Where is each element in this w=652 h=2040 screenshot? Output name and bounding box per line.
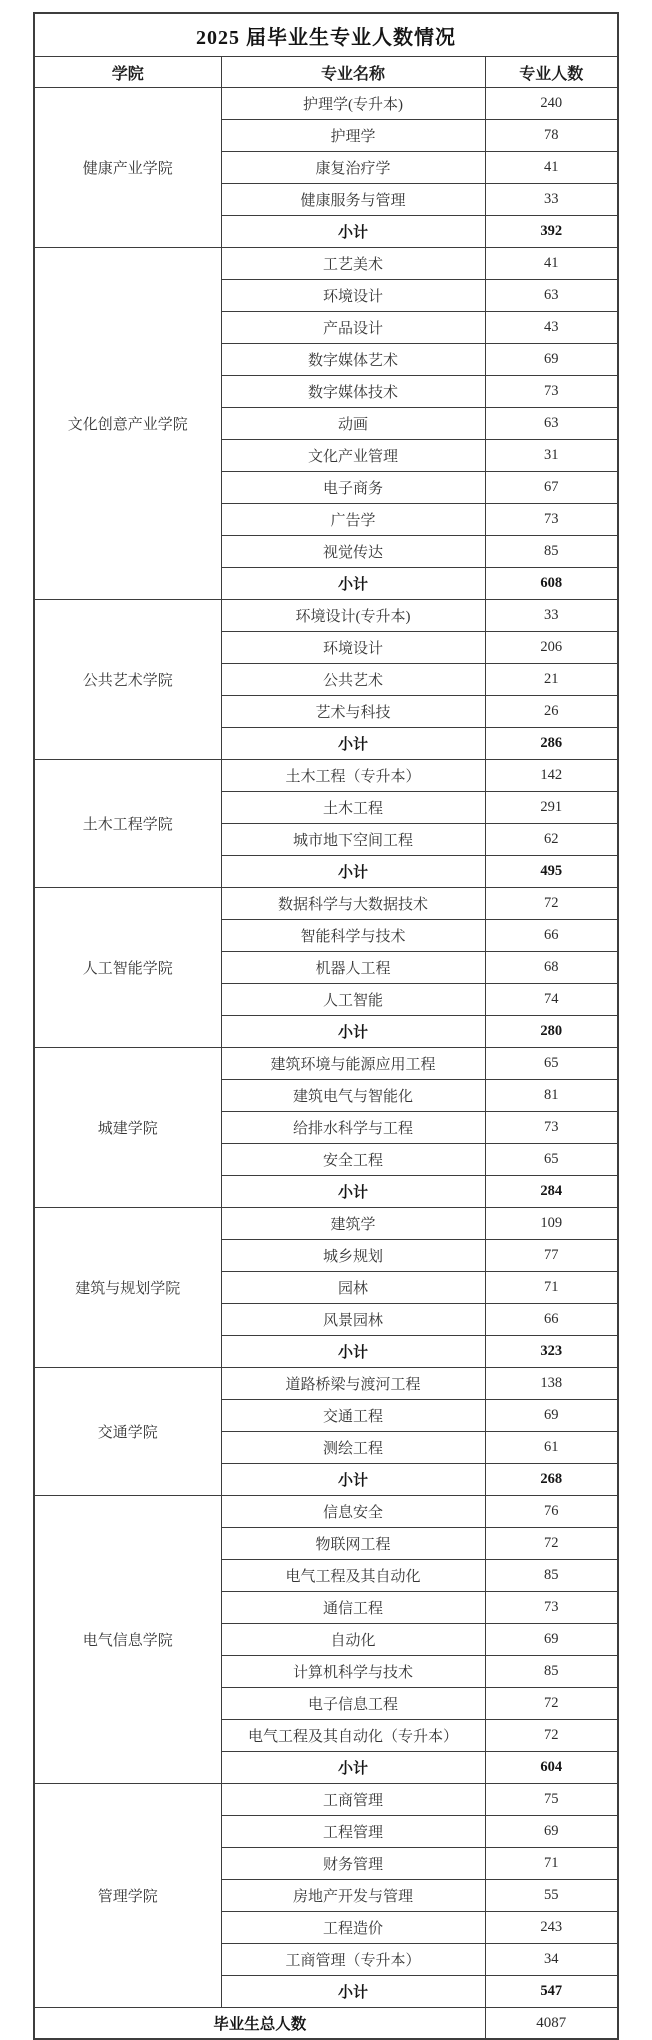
major-count-cell: 85	[485, 1560, 618, 1592]
major-name-cell: 数据科学与大数据技术	[221, 888, 485, 920]
major-name-cell: 建筑学	[221, 1208, 485, 1240]
major-count-cell: 34	[485, 1944, 618, 1976]
college-cell: 电气信息学院	[34, 1496, 221, 1784]
graduates-count-table	[33, 12, 619, 2040]
major-count-cell: 85	[485, 536, 618, 568]
college-cell: 交通学院	[34, 1368, 221, 1496]
major-count-cell: 72	[485, 1688, 618, 1720]
major-row	[34, 248, 618, 280]
major-row	[34, 1208, 618, 1240]
major-count-cell: 75	[485, 1784, 618, 1816]
college-cell: 健康产业学院	[34, 88, 221, 248]
major-name-cell: 交通工程	[221, 1400, 485, 1432]
major-count-cell: 81	[485, 1080, 618, 1112]
major-count-cell: 69	[485, 1400, 618, 1432]
header-row	[34, 57, 618, 88]
major-name-cell: 环境设计	[221, 280, 485, 312]
major-count-cell: 43	[485, 312, 618, 344]
college-cell: 文化创意产业学院	[34, 248, 221, 600]
major-row	[34, 760, 618, 792]
column-header-count: 专业人数	[485, 57, 618, 88]
major-count-cell: 63	[485, 280, 618, 312]
major-count-cell: 65	[485, 1144, 618, 1176]
major-name-cell: 电气工程及其自动化（专升本）	[221, 1720, 485, 1752]
major-name-cell: 产品设计	[221, 312, 485, 344]
major-name-cell: 道路桥梁与渡河工程	[221, 1368, 485, 1400]
major-name-cell: 建筑环境与能源应用工程	[221, 1048, 485, 1080]
major-count-cell: 76	[485, 1496, 618, 1528]
subtotal-label-cell: 小计	[221, 1464, 485, 1496]
major-count-cell: 68	[485, 952, 618, 984]
major-count-cell: 78	[485, 120, 618, 152]
major-count-cell: 55	[485, 1880, 618, 1912]
major-count-cell: 61	[485, 1432, 618, 1464]
major-count-cell: 41	[485, 152, 618, 184]
major-name-cell: 给排水科学与工程	[221, 1112, 485, 1144]
subtotal-label-cell: 小计	[221, 1752, 485, 1784]
total-label: 毕业生总人数	[34, 2008, 485, 2040]
major-name-cell: 艺术与科技	[221, 696, 485, 728]
subtotal-label-cell: 小计	[221, 728, 485, 760]
college-cell: 土木工程学院	[34, 760, 221, 888]
major-count-cell: 26	[485, 696, 618, 728]
subtotal-label-cell: 小计	[221, 216, 485, 248]
major-name-cell: 工艺美术	[221, 248, 485, 280]
major-count-cell: 72	[485, 1720, 618, 1752]
major-name-cell: 城乡规划	[221, 1240, 485, 1272]
major-name-cell: 数字媒体技术	[221, 376, 485, 408]
major-count-cell: 206	[485, 632, 618, 664]
subtotal-count-cell: 268	[485, 1464, 618, 1496]
major-row	[34, 1496, 618, 1528]
college-cell: 建筑与规划学院	[34, 1208, 221, 1368]
major-count-cell: 69	[485, 344, 618, 376]
major-row	[34, 88, 618, 120]
major-name-cell: 健康服务与管理	[221, 184, 485, 216]
major-count-cell: 72	[485, 888, 618, 920]
major-count-cell: 69	[485, 1624, 618, 1656]
subtotal-count-cell: 323	[485, 1336, 618, 1368]
major-name-cell: 工程管理	[221, 1816, 485, 1848]
major-count-cell: 85	[485, 1656, 618, 1688]
major-count-cell: 69	[485, 1816, 618, 1848]
major-name-cell: 康复治疗学	[221, 152, 485, 184]
college-cell: 公共艺术学院	[34, 600, 221, 760]
subtotal-count-cell: 286	[485, 728, 618, 760]
major-count-cell: 63	[485, 408, 618, 440]
major-name-cell: 通信工程	[221, 1592, 485, 1624]
major-name-cell: 工程造价	[221, 1912, 485, 1944]
major-name-cell: 工商管理	[221, 1784, 485, 1816]
subtotal-count-cell: 495	[485, 856, 618, 888]
major-name-cell: 电子商务	[221, 472, 485, 504]
major-name-cell: 安全工程	[221, 1144, 485, 1176]
table-body	[34, 88, 618, 2008]
major-name-cell: 动画	[221, 408, 485, 440]
major-name-cell: 财务管理	[221, 1848, 485, 1880]
subtotal-count-cell: 284	[485, 1176, 618, 1208]
major-count-cell: 243	[485, 1912, 618, 1944]
college-cell: 管理学院	[34, 1784, 221, 2008]
major-count-cell: 291	[485, 792, 618, 824]
total-value: 4087	[485, 2008, 618, 2040]
college-cell: 城建学院	[34, 1048, 221, 1208]
major-name-cell: 物联网工程	[221, 1528, 485, 1560]
major-count-cell: 71	[485, 1272, 618, 1304]
major-name-cell: 广告学	[221, 504, 485, 536]
major-count-cell: 74	[485, 984, 618, 1016]
major-count-cell: 73	[485, 1112, 618, 1144]
major-count-cell: 73	[485, 504, 618, 536]
major-name-cell: 机器人工程	[221, 952, 485, 984]
major-name-cell: 公共艺术	[221, 664, 485, 696]
major-count-cell: 71	[485, 1848, 618, 1880]
major-name-cell: 人工智能	[221, 984, 485, 1016]
major-count-cell: 66	[485, 920, 618, 952]
major-name-cell: 土木工程	[221, 792, 485, 824]
subtotal-count-cell: 392	[485, 216, 618, 248]
major-count-cell: 67	[485, 472, 618, 504]
major-name-cell: 电子信息工程	[221, 1688, 485, 1720]
title-row	[34, 13, 618, 57]
subtotal-label-cell: 小计	[221, 856, 485, 888]
major-name-cell: 信息安全	[221, 1496, 485, 1528]
total-row	[34, 2008, 618, 2040]
major-count-cell: 142	[485, 760, 618, 792]
major-name-cell: 计算机科学与技术	[221, 1656, 485, 1688]
major-count-cell: 21	[485, 664, 618, 696]
major-count-cell: 62	[485, 824, 618, 856]
major-count-cell: 72	[485, 1528, 618, 1560]
subtotal-count-cell: 547	[485, 1976, 618, 2008]
major-name-cell: 视觉传达	[221, 536, 485, 568]
subtotal-label-cell: 小计	[221, 568, 485, 600]
major-count-cell: 73	[485, 1592, 618, 1624]
subtotal-count-cell: 604	[485, 1752, 618, 1784]
major-name-cell: 数字媒体艺术	[221, 344, 485, 376]
subtotal-count-cell: 280	[485, 1016, 618, 1048]
major-name-cell: 环境设计	[221, 632, 485, 664]
major-row	[34, 1048, 618, 1080]
major-count-cell: 33	[485, 184, 618, 216]
major-name-cell: 建筑电气与智能化	[221, 1080, 485, 1112]
major-count-cell: 240	[485, 88, 618, 120]
column-header-college: 学院	[34, 57, 221, 88]
major-name-cell: 房地产开发与管理	[221, 1880, 485, 1912]
major-count-cell: 66	[485, 1304, 618, 1336]
major-name-cell: 测绘工程	[221, 1432, 485, 1464]
major-row	[34, 1368, 618, 1400]
major-name-cell: 风景园林	[221, 1304, 485, 1336]
major-count-cell: 41	[485, 248, 618, 280]
major-row	[34, 888, 618, 920]
column-header-major: 专业名称	[221, 57, 485, 88]
major-count-cell: 73	[485, 376, 618, 408]
major-name-cell: 环境设计(专升本)	[221, 600, 485, 632]
major-row	[34, 600, 618, 632]
major-count-cell: 65	[485, 1048, 618, 1080]
major-name-cell: 护理学(专升本)	[221, 88, 485, 120]
major-name-cell: 智能科学与技术	[221, 920, 485, 952]
subtotal-label-cell: 小计	[221, 1336, 485, 1368]
subtotal-count-cell: 608	[485, 568, 618, 600]
page-title: 2025 届毕业生专业人数情况	[34, 13, 618, 57]
major-row	[34, 1784, 618, 1816]
college-cell: 人工智能学院	[34, 888, 221, 1048]
major-name-cell: 护理学	[221, 120, 485, 152]
subtotal-label-cell: 小计	[221, 1176, 485, 1208]
subtotal-label-cell: 小计	[221, 1016, 485, 1048]
major-name-cell: 文化产业管理	[221, 440, 485, 472]
subtotal-label-cell: 小计	[221, 1976, 485, 2008]
major-count-cell: 33	[485, 600, 618, 632]
major-count-cell: 109	[485, 1208, 618, 1240]
major-name-cell: 园林	[221, 1272, 485, 1304]
major-name-cell: 工商管理（专升本）	[221, 1944, 485, 1976]
major-count-cell: 31	[485, 440, 618, 472]
major-name-cell: 自动化	[221, 1624, 485, 1656]
major-name-cell: 城市地下空间工程	[221, 824, 485, 856]
major-count-cell: 77	[485, 1240, 618, 1272]
major-count-cell: 138	[485, 1368, 618, 1400]
major-name-cell: 土木工程（专升本）	[221, 760, 485, 792]
major-name-cell: 电气工程及其自动化	[221, 1560, 485, 1592]
